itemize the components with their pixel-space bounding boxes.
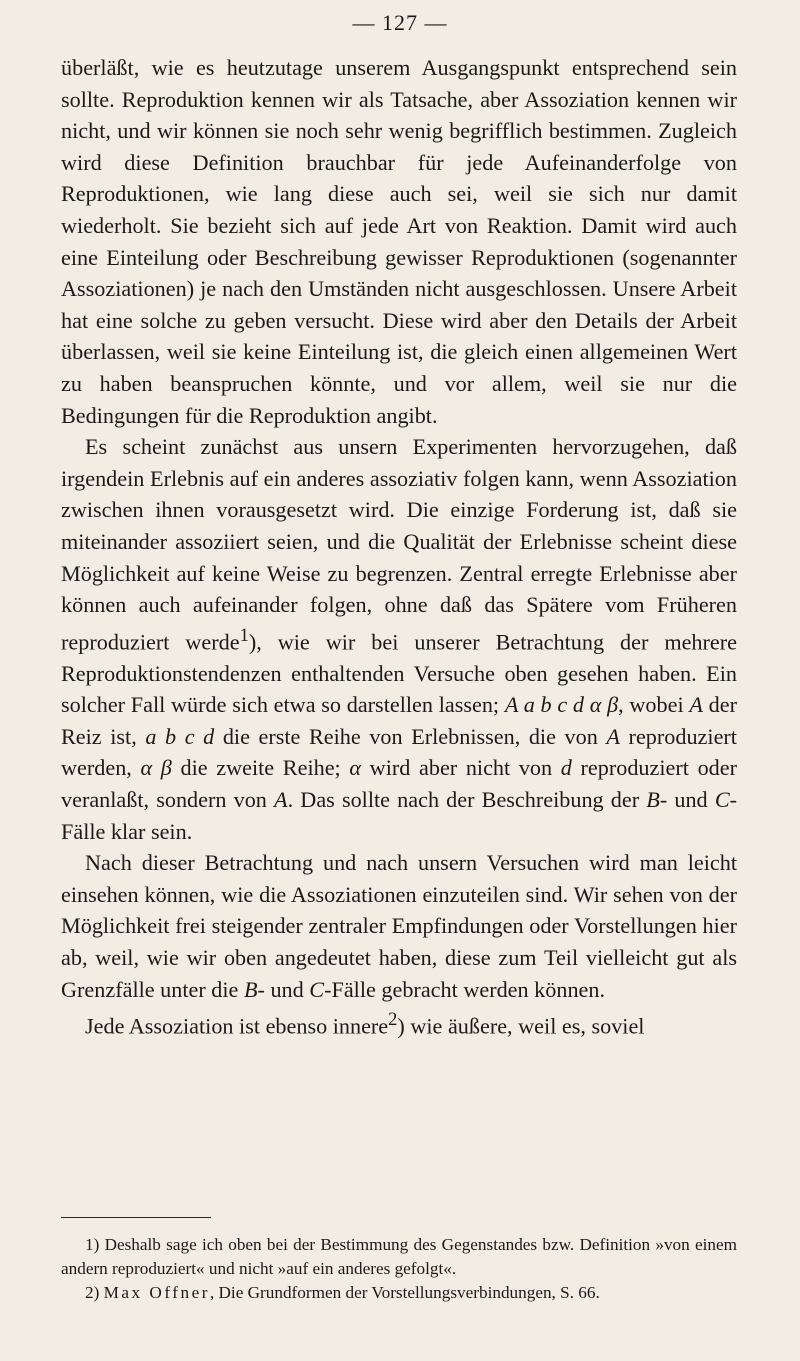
text-run: die erste Reihe von Erlebnissen, die von bbox=[214, 723, 607, 749]
text-run: Nach dieser Betrachtung und nach unsern Versuchen wird man leicht einsehen können, wie die Assoziationen einzuteilen sind. Wir sehen von der Möglichkeit frei steigender zentraler Empfindungen oder Vorstellungen hier ab, weil, wie wir oben angedeutet haben, diese zum Teil vielleicht gut als Grenzfälle unter die bbox=[61, 850, 737, 1002]
formula-var: A bbox=[606, 723, 620, 749]
formula-var: α β bbox=[140, 755, 172, 781]
formula-var: α bbox=[349, 755, 362, 781]
paragraph-2 bbox=[61, 431, 737, 847]
footnote-ref-2: 2 bbox=[388, 1010, 398, 1031]
text-run: -Fälle klar sein. bbox=[61, 787, 738, 844]
text-run: Es scheint zunächst aus unsern Experimenten hervorzugehen, daß irgendein Erlebnis auf ein anderes assoziativ folgen kann, wenn Assoziation zwischen ihnen vorausgesetzt wird. Die einzige Forderung ist, daß sie miteinander assoziiert seien, und die Qualität der Erlebnisse scheint diese Möglichkeit auf keine Weise zu begrenzen. Zentral erregte Erlebnisse aber können auch aufeinander folgen, ohne daß das Spätere vom Früheren reproduziert werde bbox=[61, 434, 737, 655]
formula-var: a b c d bbox=[145, 723, 215, 749]
text-run: . Das sollte nach der Beschreibung der bbox=[287, 787, 647, 813]
footnote-1: 1) Deshalb sage ich oben bei der Bestimmung des Gegenstandes bzw. Definition »von einem andern reproduziert« und nicht »auf ein anderes gefolgt«. bbox=[61, 1235, 737, 1278]
text-run: , Die Grundformen der Vorstellungsverbindungen, S. 66. bbox=[209, 1283, 600, 1302]
formula-var: d bbox=[560, 755, 572, 781]
footnotes bbox=[61, 1233, 737, 1305]
paragraph-3 bbox=[61, 847, 737, 1005]
page-number: — 127 — bbox=[352, 10, 448, 35]
footnote-ref-1: 1 bbox=[239, 625, 249, 646]
formula-var: A bbox=[274, 787, 288, 813]
text-run: Jede Assoziation ist ebenso innere bbox=[85, 1013, 389, 1039]
formula-sequence: A a b c d α β bbox=[504, 692, 619, 718]
text-run: wird aber nicht von bbox=[361, 755, 561, 781]
text-run: reproduziert oder veranlaßt, sondern von bbox=[61, 755, 738, 813]
text-run: - und bbox=[659, 787, 715, 813]
text-run: , wobei bbox=[618, 692, 690, 718]
text-run: 2) bbox=[85, 1283, 104, 1302]
footnote-divider bbox=[61, 1217, 211, 1218]
text-run: reproduziert werden, bbox=[61, 723, 737, 781]
formula-var: C bbox=[309, 976, 325, 1002]
footnote-2 bbox=[61, 1281, 737, 1305]
text-run: ), wie wir bei unserer Betrachtung der mehrere Reproduktionstendenzen enthaltenden Versuche oben gesehen haben. Ein solcher Fall würde sich etwa so darstellen lassen; bbox=[61, 629, 737, 718]
text-run: - und bbox=[257, 976, 310, 1002]
paragraph-4 bbox=[61, 1005, 737, 1042]
formula-var: C bbox=[714, 787, 730, 813]
paragraph-1: überläßt, wie es heutzutage unserem Ausgangspunkt entsprechend sein sollte. Reproduktion kennen wir als Tatsache, aber Assoziation kennen wir nicht, und wir können sie noch sehr wenig begrifflich bestimmen. Zugleich wird diese Definition brauchbar für jede Aufeinanderfolge von Reproduktionen, wie lang diese auch sei, weil sie sich nur damit wiederholt. Sie bezieht sich auf jede Art von Reaktion. Damit wird auch eine Einteilung oder Beschreibung gewisser Reproduktionen (sogenannter Assoziationen) je nach den Umständen nicht ausgeschlossen. Unsere Arbeit hat eine solche zu geben versucht. Diese wird aber den Details der Arbeit überlassen, weil sie keine Einteilung ist, die gleich einen allgemeinen Wert zu haben beanspruchen könnte, und vor allem, weil sie nur die Bedingungen für die Reproduktion angibt. bbox=[61, 55, 737, 428]
formula-var: A bbox=[689, 692, 703, 718]
text-run: ) wie äußere, weil es, soviel bbox=[397, 1013, 645, 1039]
body-text bbox=[61, 52, 737, 1042]
formula-var: B bbox=[646, 787, 660, 813]
text-run: die zweite Reihe; bbox=[171, 755, 350, 781]
text-run: -Fälle gebracht werden können. bbox=[324, 976, 606, 1002]
footnote-author: Max Offner bbox=[103, 1283, 210, 1302]
formula-var: B bbox=[243, 976, 258, 1002]
text-run: der Reiz ist, bbox=[61, 692, 737, 749]
